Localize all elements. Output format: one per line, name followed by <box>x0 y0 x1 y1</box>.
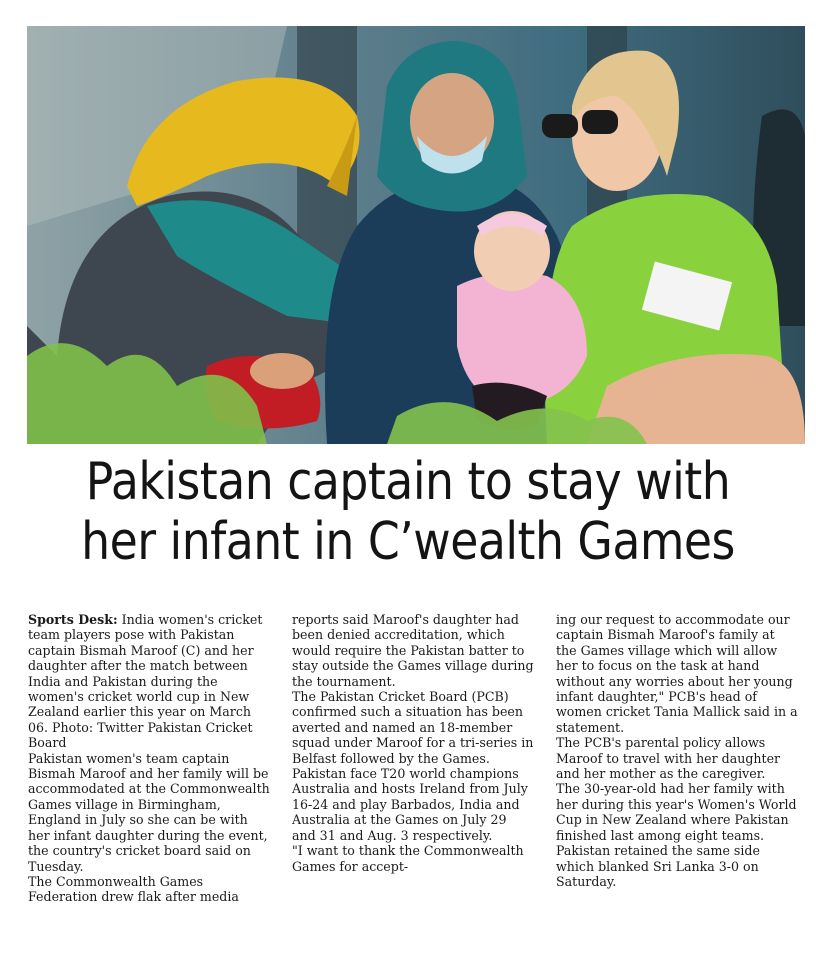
paragraph: The Pakistan Cricket Board (PCB) confirmed such a situation has been averted and named an 18-member squad under Maroof for a tri-series in Belfast followed by the Games. <box>292 689 534 766</box>
paragraph: The PCB's parental policy allows Maroof to travel with her daughter and her mother as the caregiver. <box>556 735 781 782</box>
paragraph: ing our request to accommodate our captain Bismah Maroof's family at the Games village which will allow her to focus on the task at hand without any worries about her young infant daughter," PCB's head of women cricket Tania Mallick said in a statement. <box>556 612 798 735</box>
paragraph: "I want to thank the Commonwealth Games for accept- <box>292 843 524 874</box>
paragraph: Pakistan women's team captain Bismah Maroof and her family will be accommodated at the Commonwealth Games village in Birmingham, England in July so she can be with her infant daughter during the event, the country's cricket board said on Tuesday. <box>28 750 270 874</box>
paragraph: reports said Maroof's daughter had been denied accreditation, which would require the Pakistan batter to stay outside the Games village during the tournament. <box>292 612 534 689</box>
article-column-3 <box>556 612 798 905</box>
paragraph: Pakistan retained the same side which blanked Sri Lanka 3-0 on Saturday. <box>556 843 760 889</box>
byline: Sports Desk: <box>28 612 118 627</box>
paragraph: Sports Desk: India women's cricket team players pose with Pakistan captain Bismah Maroof (C) and her daughter after the match between India and Pakistan during the women's cricket world cup in New Zealand earlier this year on March 06. Photo: Twitter Pakistan Cricket Board <box>28 612 263 751</box>
news-photo <box>27 26 805 444</box>
headline-line-2: her infant in C’wealth Games <box>81 512 735 572</box>
article-body <box>28 612 798 905</box>
article-column-2 <box>292 612 534 905</box>
headline-line-1: Pakistan captain to stay with <box>85 452 731 512</box>
paragraph: Pakistan face T20 world champions Australia and hosts Ireland from July 16-24 and play Barbados, India and Australia at the Games on July 29 and 31 and Aug. 3 respectively. <box>292 766 528 843</box>
article-column-1 <box>28 612 270 905</box>
paragraph: The Commonwealth Games Federation drew flak after media <box>28 873 239 905</box>
paragraph: The 30-year-old had her family with her during this year's Women's World Cup in New Zealand where Pakistan finished last among eight teams. <box>556 781 797 843</box>
headline <box>49 452 767 572</box>
photo-illustration <box>27 26 805 444</box>
